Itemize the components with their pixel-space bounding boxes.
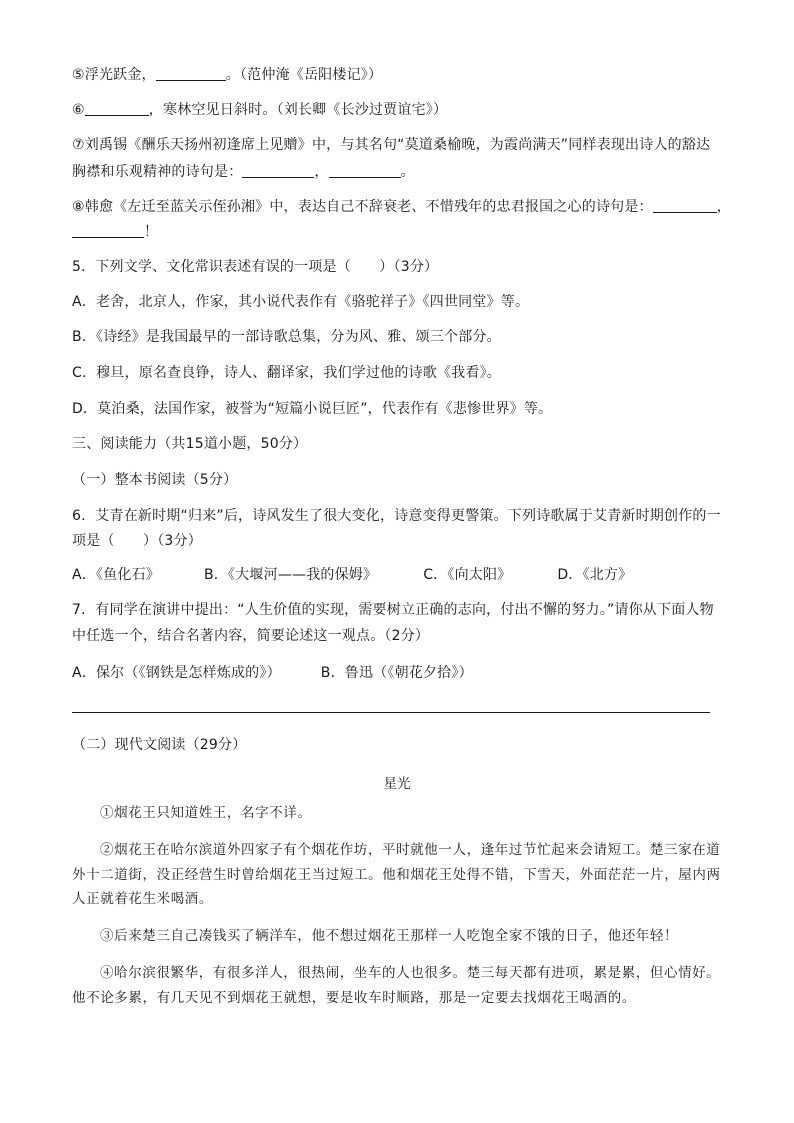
question-7-option-b[interactable]: B．鲁迅（《朝花夕拾》） [320,665,473,681]
answer-line[interactable] [72,712,710,713]
question-6-option-d[interactable]: D．《北方》 [557,567,633,583]
story-paragraph-3: ③后来楚三自己凑钱买了辆洋车，他不想过烟花王那样一人吃饱全家不饿的日子，他还年轻！ [100,928,679,944]
story-paragraph-1: ①烟花王只知道姓王，名字不详。 [100,805,312,821]
question-6-option-b[interactable]: B．《大堰河——我的保姆》 [203,567,378,583]
poem-item-7-text-c: 。 [400,164,415,180]
poem-item-7-line2 [72,163,415,181]
question-6-option-a[interactable]: A．《鱼化石》 [72,567,160,583]
poem-item-8-text-end2: ！ [144,224,159,240]
answer-blank[interactable] [653,198,717,213]
question-7-stem-line1: 7．有同学在演讲中提出：“人生价值的实现，需要树立正确的志向，付出不懈的努力。”请你从下面人物 [72,602,714,618]
story-title: 星光 [383,776,411,792]
answer-blank[interactable] [329,163,401,178]
question-5-stem: 5．下列文学、文化常识表述有误的一项是（ ）（3分） [72,259,439,275]
question-7-options [72,664,473,682]
part-2-title: （二）现代文阅读（29分） [72,737,247,753]
story-paragraph-4-line2: 他不论多累，有几天见不到烟花王就想，要是收车时顺路，那是一定要去找烟花王喝酒的。 [72,990,636,1006]
question-6-stem-line2: 项是（ ）（3分） [72,533,202,549]
question-6-stem-line1: 6．艾青在新时期“归来”后，诗风发生了很大变化，诗意变得更警策。下列诗歌属于艾青新时期创作的一 [72,508,721,524]
poem-item-6-text-a: ⑥ [72,102,85,118]
question-5-option-a[interactable]: A．老舍，北京人，作家，其小说代表作有《骆驼祥子》《四世同堂》等。 [72,294,530,310]
poem-item-6-text-b: ，寒林空见日斜时。（刘长卿《长沙过贾谊宅》） [148,102,448,118]
story-paragraph-2-line2: 外十二道街，没正经营生时曾给烟花王当过短工。他和烟花王处得不错，下雪天，外面茫茫一片，屋内两 [72,867,721,883]
question-6-options [72,566,632,584]
answer-blank[interactable] [156,66,226,81]
poem-item-6 [72,101,447,119]
poem-item-8-line1 [72,198,731,216]
story-paragraph-2-line3: 人正就着花生米喝酒。 [72,891,213,907]
answer-blank[interactable] [72,223,144,238]
question-7-stem-line2: 中任选一个，结合名著内容，简要论述这一观点。（2分） [72,628,430,644]
question-6-option-c[interactable]: C．《向太阳》 [423,567,512,583]
story-paragraph-2-line1: ②烟花王在哈尔滨道外四家子有个烟花作坊，平时就他一人，逢年过节忙起来会请短工。楚三家在道 [100,842,721,858]
poem-item-5-text-b: 。（范仲淹《岳阳楼记》） [225,67,383,83]
poem-item-5 [72,66,382,84]
poem-item-7-text-a: 胸襟和乐观精神的诗句是： [72,164,243,180]
question-7-option-a[interactable]: A．保尔（《钢铁是怎样炼成的》） [72,665,281,681]
question-5-option-b[interactable]: B．《诗经》是我国最早的一部诗歌总集，分为风、雅、颂三个部分。 [72,329,501,345]
poem-item-7-text: ⑦刘禹锡《酬乐天扬州初逢席上见赠》中，与其名句“莫道桑榆晚，为霞尚满天”同样表现出诗人的豁达 [72,137,711,153]
poem-item-5-text-a: ⑤浮光跃金， [72,67,156,83]
poem-item-8-text: ⑧韩愈《左迁至蓝关示侄孙湘》中，表达自己不辞衰老、不惜残年的忠君报国之心的诗句是： [72,199,653,215]
section-3-part-1-title: （一）整本书阅读（5分） [72,472,238,488]
poem-item-7-text-b: ， [314,164,329,180]
poem-item-8-text-end: ， [716,199,731,215]
section-3-title: 三、阅读能力（共15道小题，50分） [72,436,308,452]
question-5-option-c[interactable]: C．穆旦，原名查良铮，诗人、翻译家，我们学过他的诗歌《我看》。 [72,365,501,381]
answer-blank[interactable] [242,163,314,178]
answer-blank[interactable] [85,101,149,116]
poem-item-8-line2 [72,223,158,241]
question-5-option-d[interactable]: D．莫泊桑，法国作家，被誉为“短篇小说巨匠”，代表作有《悲惨世界》等。 [72,401,553,417]
poem-item-7-line1 [72,136,710,154]
story-paragraph-4-line1: ④哈尔滨很繁华，有很多洋人，很热闹，坐车的人也很多。楚三每天都有进项，累是累，但心情好。 [100,965,721,981]
